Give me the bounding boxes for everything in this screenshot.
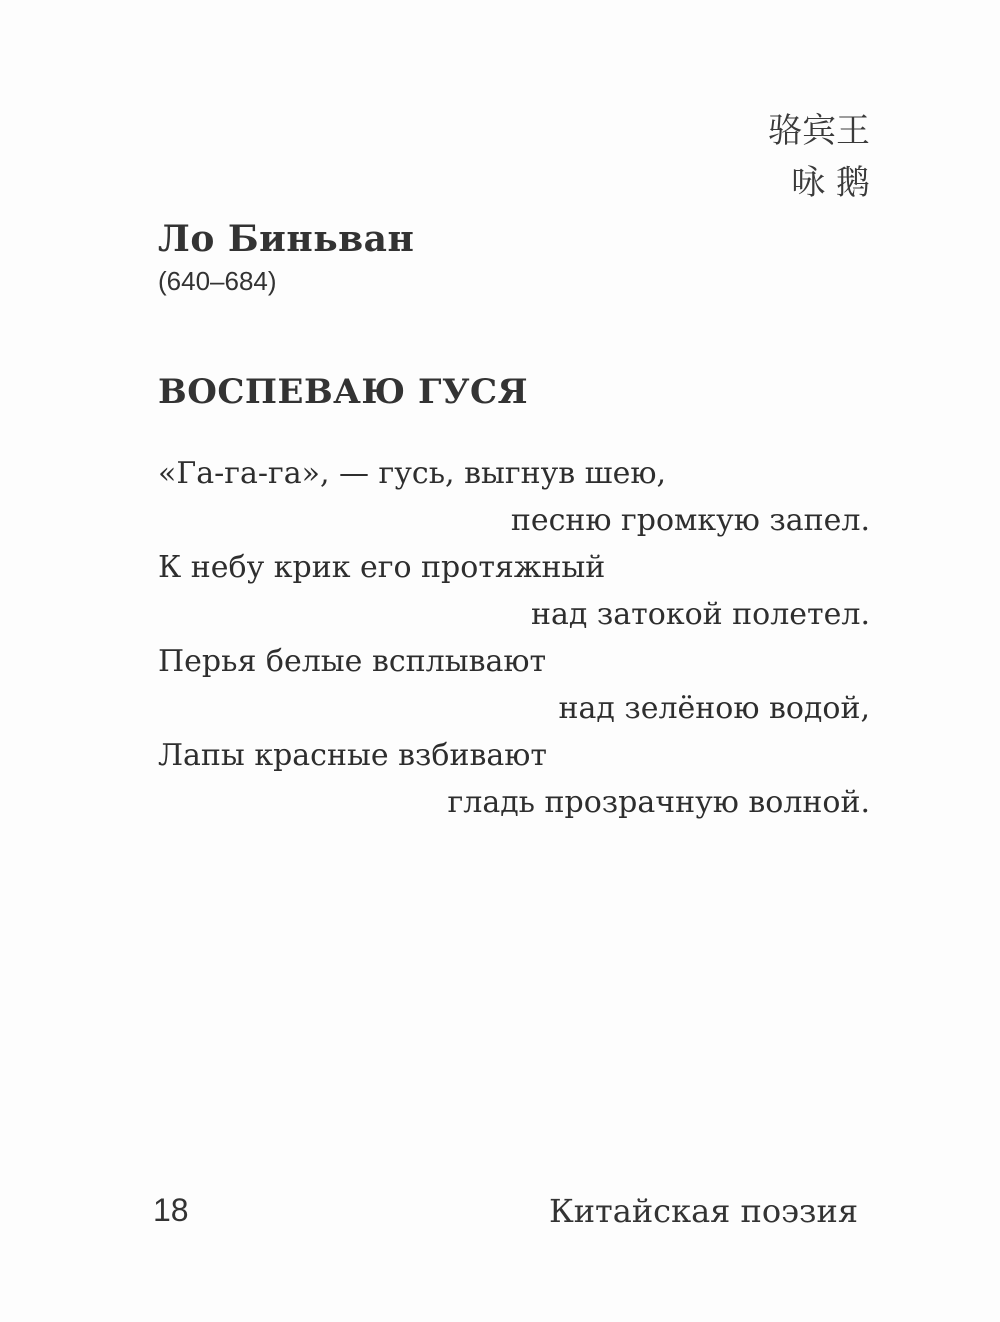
running-footer-title: Китайская поэзия <box>548 1192 858 1230</box>
poem-line: гладь прозрачную волной. <box>447 785 870 820</box>
poem-line: над затокой полетел. <box>531 597 870 632</box>
poem-body <box>158 450 870 826</box>
author-name: Ло Биньван <box>158 218 415 260</box>
chinese-poem-title: 咏 鹅 <box>791 163 870 203</box>
poem-title: ВОСПЕВАЮ ГУСЯ <box>158 372 529 412</box>
chinese-author-name: 骆宾王 <box>768 111 870 151</box>
page-number: 18 <box>153 1192 189 1228</box>
author-dates: (640–684) <box>158 266 277 296</box>
poem-line: Лапы красные взбивают <box>158 738 547 773</box>
chinese-heading <box>768 105 870 209</box>
poem-line: песню громкую запел. <box>510 503 870 538</box>
poem-line: над зелёною водой, <box>558 691 870 726</box>
poem-line: К небу крик его протяжный <box>158 550 606 585</box>
poem-line: Перья белые всплывают <box>158 644 547 679</box>
poem-line: «Га-га-га», — гусь, выгнув шею, <box>158 456 666 491</box>
